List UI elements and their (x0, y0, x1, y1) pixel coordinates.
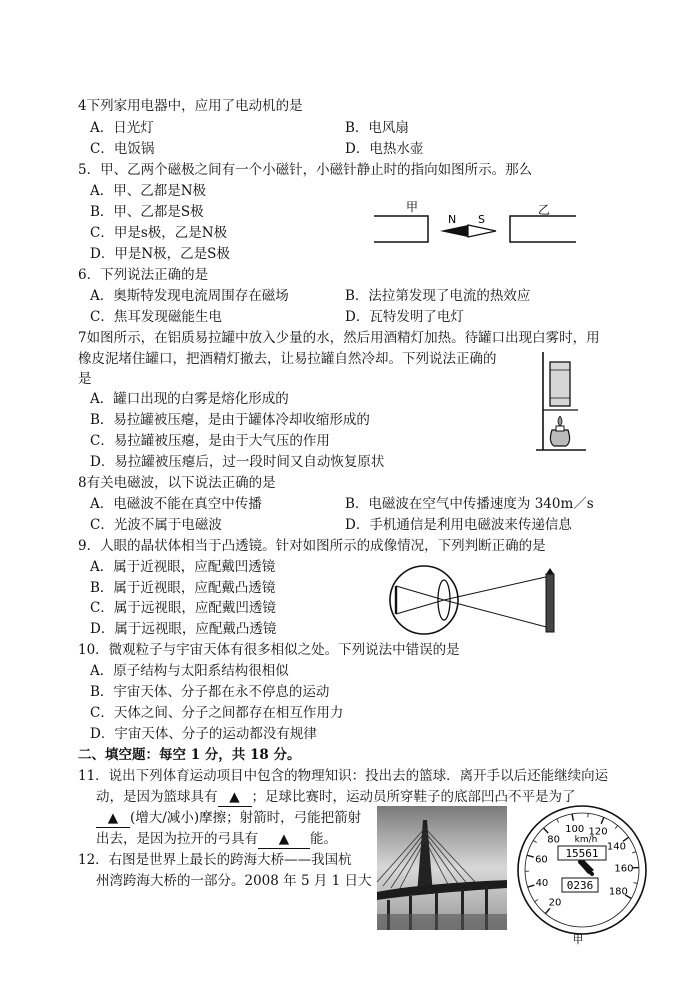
q10-option-b: B．宇宙天体、分子都在永不停息的运动 (90, 684, 330, 700)
bridge-photo (377, 806, 507, 930)
q11-blank-2: ▲ (96, 809, 130, 828)
q7-option-c: C．易拉罐被压瘪，是由于大气压的作用 (90, 433, 330, 449)
q7-stem-line1: 7如图所示，在铝质易拉罐中放入少量的水，然后用酒精灯加热。待罐口出现白雾时，用 (78, 330, 600, 346)
q8-option-d: D．手机通信是利用电磁波来传递信息 (345, 517, 572, 533)
speed-tick-label: 20 (548, 897, 562, 909)
q12-line2: 州湾跨海大桥的一部分。2008 年 5 月 1 日大 (96, 873, 372, 889)
q9-option-a: A．属于近视眼，应配戴凹透镜 (90, 559, 276, 575)
speed-tick-label: 60 (535, 854, 548, 866)
q4-option-a: A．日光灯 (90, 120, 154, 136)
speed-tick-label: 120 (588, 826, 608, 838)
speed-tick-label: 160 (614, 863, 634, 875)
q10-option-c: C．天体之间、分子之间都存在相互作用力 (90, 705, 344, 721)
needle-north-half (440, 225, 468, 237)
q6-option-a: A．奥斯特发现电流周围存在磁场 (90, 288, 289, 304)
q11-line2: 动，是因为篮球具有 ▲ ；足球比赛时，运动员所穿鞋子的底部凹凸不平是为了 (96, 789, 576, 805)
q11-blank-1: ▲ (218, 788, 252, 807)
q5-stem: 5．甲、乙两个磁极之间有一个小磁针，小磁针静止时的指向如图所示。那么 (78, 162, 533, 178)
q9-option-c: C．属于远视眼，应配戴凹透镜 (90, 600, 276, 616)
speedometer-caption: 甲 (572, 933, 584, 946)
speed-unit: km/h (574, 835, 598, 845)
q6-option-b: B．法拉第发现了电流的热效应 (345, 288, 531, 304)
can-heating-figure (534, 350, 590, 456)
q6-option-d: D．瓦特发明了电灯 (345, 309, 464, 325)
q12-line1: 12．右图是世界上最长的跨海大桥——我国杭 (78, 852, 352, 868)
q6-option-c: C．焦耳发现磁能生电 (90, 309, 222, 325)
q4-stem: 4下列家用电器中，应用了电动机的是 (78, 98, 303, 114)
needle-label-n: N (448, 213, 457, 226)
speedometer (512, 800, 662, 948)
q9-option-b: B．属于近视眼，应配戴凸透镜 (90, 580, 276, 596)
q7-stem-line2: 橡皮泥堵住罐口，把酒精灯撤去，让易拉罐自然冷却。下列说法正确的 (78, 351, 497, 367)
trip-reading: 0236 (566, 879, 594, 892)
odometer-reading: 15561 (565, 847, 599, 860)
q8-stem: 8有关电磁波，以下说法正确的是 (78, 475, 276, 491)
q8-option-c: C．光波不属于电磁波 (90, 517, 222, 533)
pole-label-jia: 甲 (406, 200, 419, 214)
q7-option-d: D．易拉罐被压瘪后，过一段时间又自动恢复原状 (90, 454, 385, 470)
q7-option-a: A．罐口出现的白雾是熔化形成的 (90, 391, 289, 407)
needle-label-s: S (478, 213, 485, 226)
q9-stem: 9．人眼的晶状体相当于凸透镜。针对如图所示的成像情况，下列判断正确的是 (78, 538, 546, 554)
q8-option-b: B．电磁波在空气中传播速度为 340m／s (345, 496, 594, 512)
q8-option-a: A．电磁波不能在真空中传播 (90, 496, 262, 512)
q10-option-d: D．宇宙天体、分子的运动都没有规律 (90, 726, 317, 742)
q5-option-a: A．甲、乙都是N极 (90, 183, 207, 199)
q6-stem: 6．下列说法正确的是 (78, 267, 209, 283)
speed-tick-label: 40 (535, 878, 549, 890)
q4-option-c: C．电饭锅 (90, 141, 155, 157)
section-2-title: 二、填空题：每空 1 分，共 18 分。 (78, 747, 301, 763)
magnet-figure (368, 200, 588, 250)
q4-option-b: B．电风扇 (345, 120, 409, 136)
q11-line3: ▲ (增大/减小)摩擦；射箭时，弓能把箭射 (96, 809, 361, 828)
speed-tick-label: 140 (606, 841, 626, 853)
needle-south-half (468, 225, 496, 237)
q5-option-c: C．甲是s极，乙是N极 (90, 225, 228, 241)
q4-option-d: D．电热水壶 (345, 141, 424, 157)
speed-tick-label: 80 (547, 834, 560, 846)
q9-option-d: D．属于远视眼，应配戴凸透镜 (90, 621, 277, 637)
q5-option-b: B．甲、乙都是S极 (90, 204, 204, 220)
pole-label-yi: 乙 (538, 203, 551, 217)
q11-blank-3: ▲ (258, 830, 310, 849)
eye-figure (384, 562, 564, 640)
q10-stem: 10．微观粒子与宇宙天体有很多相似之处。下列说法中错误的是 (78, 642, 460, 658)
q11-line1: 11．说出下列体育运动项目中包含的物理知识：投出去的篮球．离开手以后还能继续向运 (78, 768, 609, 784)
q7-option-b: B．易拉罐被压瘪，是由于罐体冷却收缩形成的 (90, 412, 370, 428)
q11-line4: 出去，是因为拉开的弓具有 ▲ 能。 (96, 831, 337, 847)
q10-option-a: A．原子结构与太阳系结构很相似 (90, 663, 289, 679)
speed-tick-label: 100 (565, 824, 585, 836)
q5-option-d: D．甲是N极，乙是S极 (90, 246, 230, 262)
speed-tick-label: 180 (608, 886, 628, 898)
q7-stem-line3: 是 (78, 371, 92, 387)
